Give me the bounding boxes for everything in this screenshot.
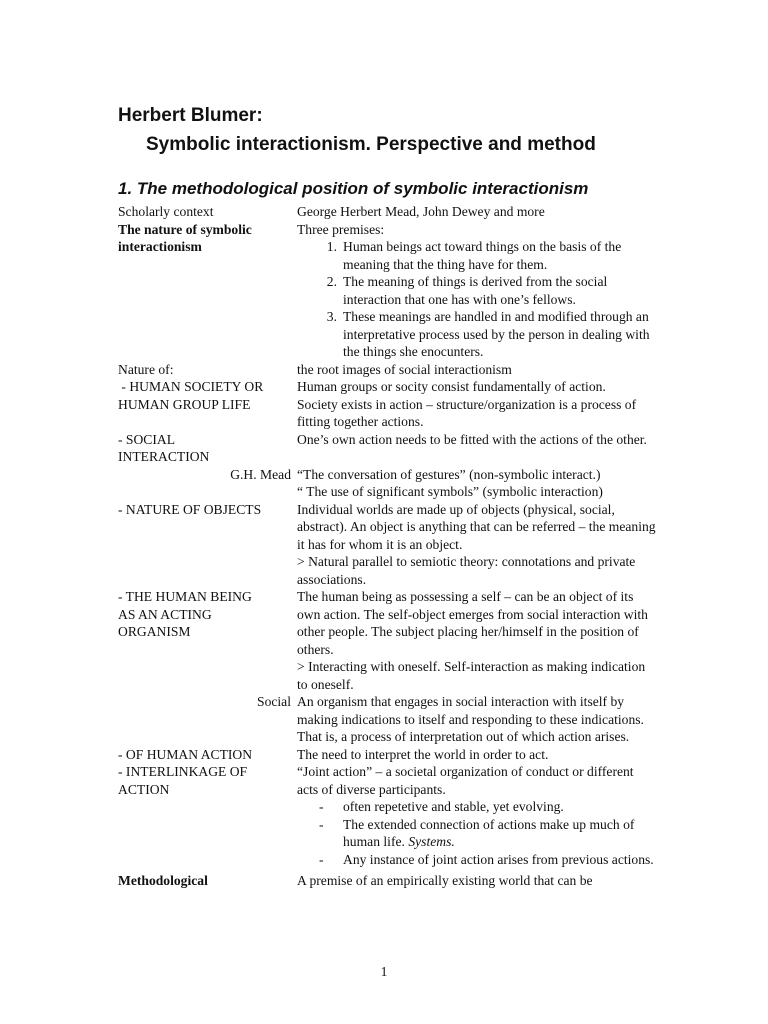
table-row xyxy=(118,466,658,501)
row-text: The human being as possessing a self – can be an object of its own action. The self-object emerges from social interaction with other people. The subject placing her/himself in the position of others. xyxy=(297,589,648,657)
row-text: Individual worlds are made up of objects (physical, social, abstract). An object is anything that can be referred – the meaning it has for whom it is an object. xyxy=(297,501,656,552)
list-item xyxy=(297,308,658,361)
row-text: A premise of an empirically existing world that can be xyxy=(297,873,593,888)
row-content xyxy=(297,763,658,868)
list-dash: - xyxy=(319,816,324,832)
list-text: often repetetive and stable, yet evolving. xyxy=(343,799,564,814)
premises-list xyxy=(297,238,658,361)
row-text: “ The use of significant symbols” (symbolic interaction) xyxy=(297,484,603,499)
list-text: Any instance of joint action arises from previous actions. xyxy=(343,851,654,867)
row-label: G.H. Mead xyxy=(230,466,291,482)
list-number: 2. xyxy=(326,274,337,289)
page-number: 1 xyxy=(380,964,388,979)
row-label: - NATURE OF OBJECTS xyxy=(118,501,262,517)
row-content xyxy=(297,501,658,589)
list-text-main: The extended connection of actions make up much of human life. xyxy=(343,816,635,849)
row-text: An organism that engages in social interaction with itself by making indications to itself and responding to these indications. That is, a process of interpretation out of which action arises. xyxy=(297,694,644,744)
row-text: George Herbert Mead, John Dewey and more xyxy=(297,204,545,219)
list-number: 3. xyxy=(326,309,337,324)
list-item xyxy=(297,816,658,851)
list-text xyxy=(343,816,658,851)
table-row xyxy=(118,588,658,693)
list-dash: - xyxy=(319,799,324,814)
list-text-italic: Systems. xyxy=(408,834,455,849)
table-row xyxy=(118,693,658,746)
row-label: - HUMAN SOCIETY OR HUMAN GROUP LIFE xyxy=(118,379,267,412)
document-title-author: Herbert Blumer: xyxy=(118,105,263,126)
content-table xyxy=(118,203,658,890)
table-row xyxy=(118,501,658,589)
row-text: Society exists in action – structure/organization is a process of fitting together actions. xyxy=(297,396,637,429)
row-text: “The conversation of gestures” (non-symbolic interact.) xyxy=(297,466,601,482)
list-item xyxy=(297,851,658,869)
row-label: The nature of symbolic interactionism xyxy=(118,221,252,254)
table-row xyxy=(118,746,658,764)
row-label: Methodological xyxy=(118,873,208,888)
row-text: > Natural parallel to semiotic theory: connotations and private associations. xyxy=(297,554,636,587)
row-label: - SOCIAL INTERACTION xyxy=(118,431,210,464)
row-content xyxy=(297,378,658,431)
table-row xyxy=(118,872,658,890)
row-text: One’s own action needs to be fitted with the actions of the other. xyxy=(297,431,647,447)
table-row xyxy=(118,431,658,466)
section-heading: 1. The methodological position of symbolic interactionism xyxy=(118,179,589,198)
row-content xyxy=(297,221,658,361)
list-item xyxy=(297,273,658,308)
list-text: Human beings act toward things on the basis of the meaning that the thing have for them. xyxy=(343,239,622,272)
table-row xyxy=(118,361,658,379)
list-item xyxy=(297,798,658,816)
row-label: Scholarly context xyxy=(118,204,214,219)
row-label: Nature of: xyxy=(118,361,174,377)
joint-action-list xyxy=(297,798,658,868)
row-text: Three premises: xyxy=(297,221,385,237)
table-row xyxy=(118,203,658,221)
row-text: The need to interpret the world in order to act. xyxy=(297,746,549,762)
row-label: - THE HUMAN BEING AS AN ACTING ORGANISM xyxy=(118,589,252,639)
document-title: Symbolic interactionism. Perspective and method xyxy=(146,134,596,155)
row-label: - OF HUMAN ACTION xyxy=(118,746,253,762)
list-number: 1. xyxy=(326,239,337,254)
row-label: Social xyxy=(257,694,291,709)
list-text: These meanings are handled in and modified through an interpretative process used by the person in dealing with the things she enocunters. xyxy=(343,309,650,359)
row-content xyxy=(297,588,658,693)
row-content xyxy=(297,466,658,501)
row-text: Human groups or socity consist fundamentally of action. xyxy=(297,379,606,394)
row-text: > Interacting with oneself. Self-interaction as making indication to oneself. xyxy=(297,659,646,692)
table-row xyxy=(118,378,658,431)
table-row xyxy=(118,221,658,361)
list-text: The meaning of things is derived from the social interaction that one has with one’s fellows. xyxy=(343,274,608,307)
row-label: - INTERLINKAGE OF ACTION xyxy=(118,764,248,797)
list-item xyxy=(297,238,658,273)
row-text: the root images of social interactionism xyxy=(297,361,512,377)
list-dash: - xyxy=(319,851,324,867)
row-text: “Joint action” – a societal organization of conduct or different acts of diverse participants. xyxy=(297,764,634,797)
table-row xyxy=(118,763,658,868)
